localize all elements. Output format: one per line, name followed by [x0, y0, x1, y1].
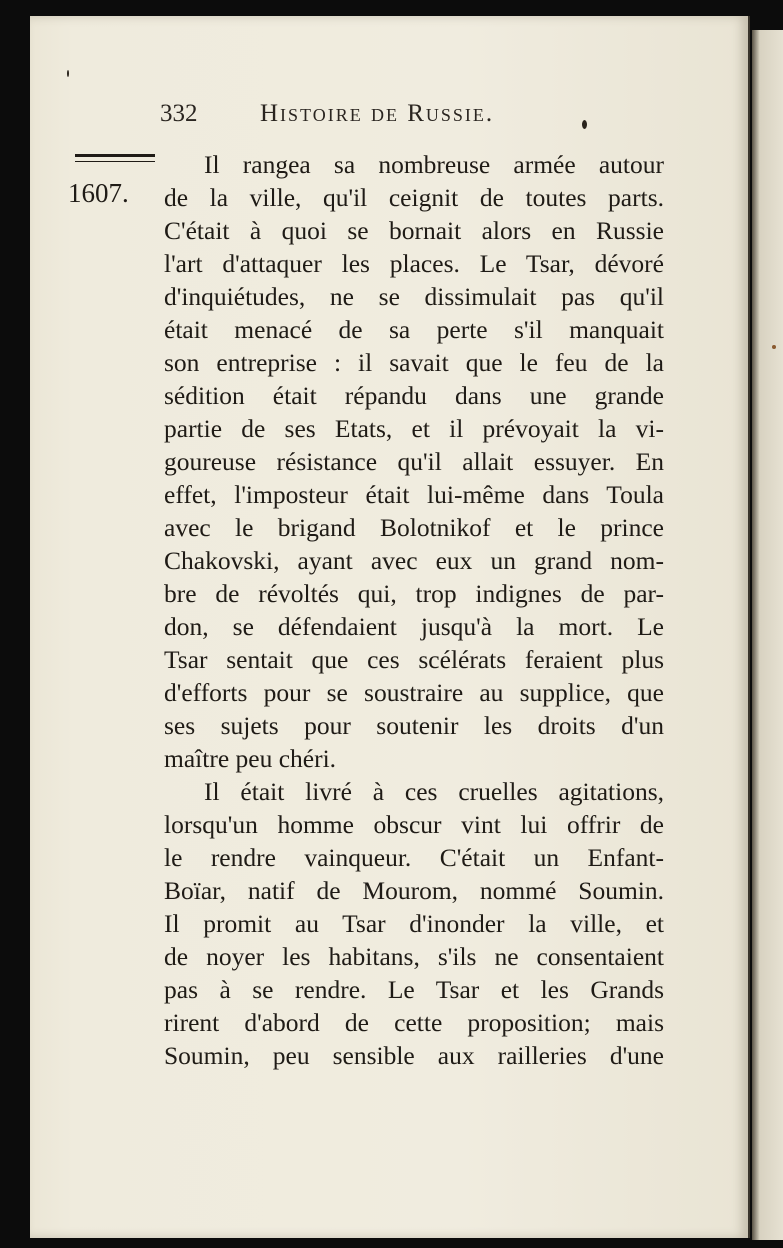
text-line: C'était à quoi se bornait alors en Russie	[164, 216, 664, 245]
margin-rule-thin	[75, 161, 155, 162]
text-line: Il promit au Tsar d'inonder la ville, et	[164, 909, 664, 938]
text-line: Il rangea sa nombreuse armée autour	[204, 150, 664, 179]
text-line: Soumin, peu sensible aux railleries d'une	[164, 1041, 664, 1070]
ink-speck	[67, 70, 69, 77]
text-line: ses sujets pour soutenir les droits d'un	[164, 711, 664, 740]
margin-rule	[75, 154, 155, 157]
text-line: l'art d'attaquer les places. Le Tsar, dévoré	[164, 249, 664, 278]
page-number: 332	[160, 100, 198, 127]
ink-speck	[582, 120, 587, 129]
text-line: don, se défendaient jusqu'à la mort. Le	[164, 612, 664, 641]
adjacent-page-edge	[752, 30, 783, 1240]
text-line: maître peu chéri.	[164, 744, 337, 773]
text-line: de la ville, qu'il ceignit de toutes parts.	[164, 183, 664, 212]
text-line: le rendre vainqueur. C'était un Enfant-	[164, 843, 664, 872]
text-line: avec le brigand Bolotnikof et le prince	[164, 513, 664, 542]
text-line: Boïar, natif de Mourom, nommé Soumin.	[164, 876, 664, 905]
text-line: d'inquiétudes, ne se dissimulait pas qu'il	[164, 282, 664, 311]
margin-year-note: 1607.	[68, 178, 129, 208]
text-line: rirent d'abord de cette proposition; mais	[164, 1008, 664, 1037]
running-title: Histoire de Russie.	[260, 100, 495, 127]
text-line: bre de révoltés qui, trop indignes de par-	[164, 579, 664, 608]
text-line: d'efforts pour se soustraire au supplice, que	[164, 678, 664, 707]
text-line: lorsqu'un homme obscur vint lui offrir de	[164, 810, 664, 839]
text-line: pas à se rendre. Le Tsar et les Grands	[164, 975, 664, 1004]
text-line: Chakovski, ayant avec eux un grand nom-	[164, 546, 664, 575]
text-line: sédition était répandu dans une grande	[164, 381, 664, 410]
text-line: Il était livré à ces cruelles agitations,	[204, 777, 664, 806]
ink-speck	[772, 345, 776, 349]
text-line: de noyer les habitans, s'ils ne consentaient	[164, 942, 664, 971]
text-line: effet, l'imposteur était lui-même dans Toula	[164, 480, 664, 509]
text-line: goureuse résistance qu'il allait essuyer. En	[164, 447, 664, 476]
text-line: son entreprise : il savait que le feu de la	[164, 348, 664, 377]
text-line: Tsar sentait que ces scélérats feraient plus	[164, 645, 664, 674]
text-line: partie de ses Etats, et il prévoyait la vi-	[164, 414, 664, 443]
text-line: était menacé de sa perte s'il manquait	[164, 315, 664, 344]
